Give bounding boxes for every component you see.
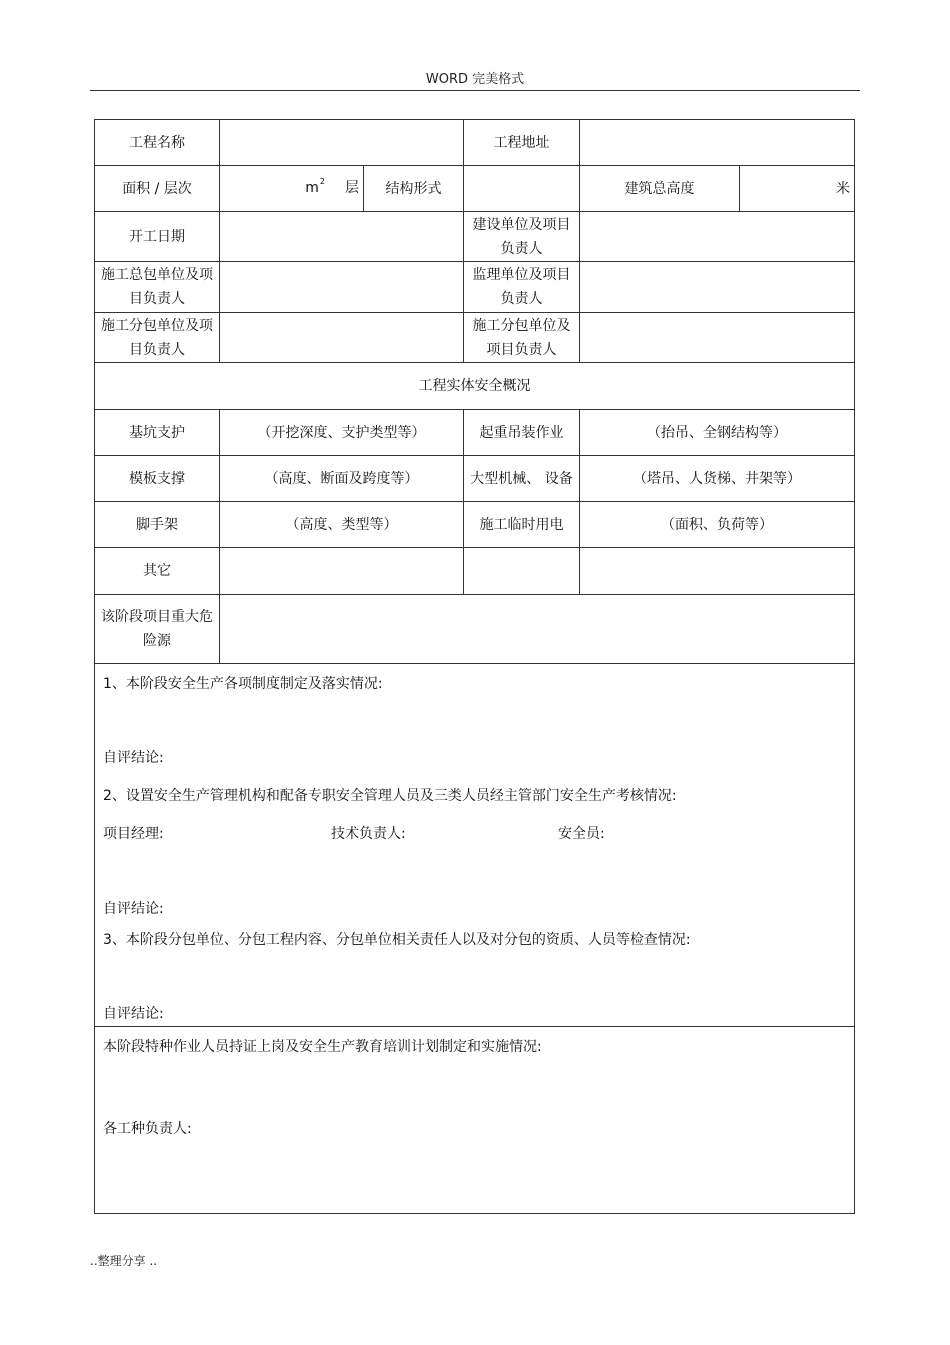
row-special-workers	[95, 1027, 855, 1214]
row-project-name	[95, 120, 855, 166]
row-formwork	[95, 456, 855, 502]
label-owner-unit: 建设单位及项目负责人	[464, 212, 580, 262]
hint-formwork[interactable]: （高度、断面及跨度等）	[220, 456, 464, 502]
s2-technical-lead: 技术负责人:	[331, 826, 406, 842]
label-major-hazards: 该阶段项目重大危险源	[95, 595, 220, 664]
hint-lifting[interactable]: （抬吊、全钢结构等）	[580, 410, 855, 456]
label-supervisor-unit: 监理单位及项目负责人	[464, 262, 580, 313]
label-lifting-work: 起重吊装作业	[464, 410, 580, 456]
row-start-date	[95, 212, 855, 262]
value-other-3[interactable]	[580, 548, 855, 595]
s2-title: 2、设置安全生产管理机构和配备专职安全管理人员及三类人员经主管部门安全生产考核情况:	[103, 788, 677, 804]
value-supervisor-unit[interactable]	[580, 262, 855, 313]
row-scaffold	[95, 502, 855, 548]
value-owner-unit[interactable]	[580, 212, 855, 262]
label-building-height: 建筑总高度	[580, 166, 740, 212]
value-subcontractor-1[interactable]	[220, 313, 464, 363]
row-other	[95, 548, 855, 595]
label-temp-power: 施工临时用电	[464, 502, 580, 548]
hint-scaffold[interactable]: （高度、类型等）	[220, 502, 464, 548]
height-unit: 米	[836, 180, 850, 197]
self-assessment-block[interactable]	[95, 664, 855, 1027]
value-other-1[interactable]	[220, 548, 464, 595]
label-scaffold: 脚手架	[95, 502, 220, 548]
row-subcontractors	[95, 313, 855, 363]
page-footer: ..整理分享 ..	[90, 1254, 158, 1268]
value-major-hazards[interactable]	[220, 595, 855, 664]
label-project-name: 工程名称	[95, 120, 220, 166]
value-project-name[interactable]	[220, 120, 464, 166]
s1-title: 1、本阶段安全生产各项制度制定及落实情况:	[103, 676, 383, 692]
s4-title: 本阶段特种作业人员持证上岗及安全生产教育培训计划制定和实施情况:	[103, 1039, 542, 1055]
label-machinery: 大型机械、 设备	[464, 456, 580, 502]
value-general-contractor[interactable]	[220, 262, 464, 313]
s3-conclusion: 自评结论:	[103, 1006, 164, 1022]
header-rule	[90, 90, 860, 91]
label-subcontractor-2: 施工分包单位及项目负责人	[464, 313, 580, 363]
label-other: 其它	[95, 548, 220, 595]
safety-inspection-form	[94, 119, 855, 1214]
s2-safety-officer: 安全员:	[558, 826, 605, 842]
label-start-date: 开工日期	[95, 212, 220, 262]
s2-project-manager: 项目经理:	[103, 826, 164, 842]
value-subcontractor-2[interactable]	[580, 313, 855, 363]
row-self-assessment	[95, 664, 855, 1027]
hint-foundation[interactable]: （开挖深度、支护类型等）	[220, 410, 464, 456]
row-major-hazards	[95, 595, 855, 664]
row-foundation	[95, 410, 855, 456]
value-building-height[interactable]	[740, 166, 855, 212]
value-project-address[interactable]	[580, 120, 855, 166]
hint-machinery[interactable]: （塔吊、人货梯、井架等）	[580, 456, 855, 502]
label-structure-type: 结构形式	[364, 166, 464, 212]
area-unit-sup: 2	[319, 176, 325, 186]
value-structure-type[interactable]	[464, 166, 580, 212]
floor-unit: 层	[345, 179, 359, 196]
hint-temp-power[interactable]: （面积、负荷等）	[580, 502, 855, 548]
value-start-date[interactable]	[220, 212, 464, 262]
row-general-contractor	[95, 262, 855, 313]
special-workers-block[interactable]	[95, 1027, 855, 1214]
s3-title: 3、本阶段分包单位、分包工程内容、分包单位相关责任人以及对分包的资质、人员等检查情况:	[103, 932, 691, 948]
s4-trade-leads: 各工种负责人:	[103, 1121, 192, 1137]
value-other-2[interactable]	[464, 548, 580, 595]
label-foundation-support: 基坑支护	[95, 410, 220, 456]
label-general-contractor: 施工总包单位及项目负责人	[95, 262, 220, 313]
label-project-address: 工程地址	[464, 120, 580, 166]
s2-conclusion: 自评结论:	[103, 901, 164, 917]
s1-conclusion: 自评结论:	[103, 750, 164, 766]
label-formwork: 模板支撑	[95, 456, 220, 502]
value-area[interactable]	[220, 166, 364, 212]
page-header: WORD 完美格式	[425, 72, 525, 87]
label-subcontractor-1: 施工分包单位及项目负责人	[95, 313, 220, 363]
row-safety-overview	[95, 363, 855, 410]
section-safety-overview: 工程实体安全概况	[95, 363, 855, 410]
label-area-floors: 面积 / 层次	[95, 166, 220, 212]
row-area	[95, 166, 855, 212]
area-unit: m	[305, 179, 319, 196]
